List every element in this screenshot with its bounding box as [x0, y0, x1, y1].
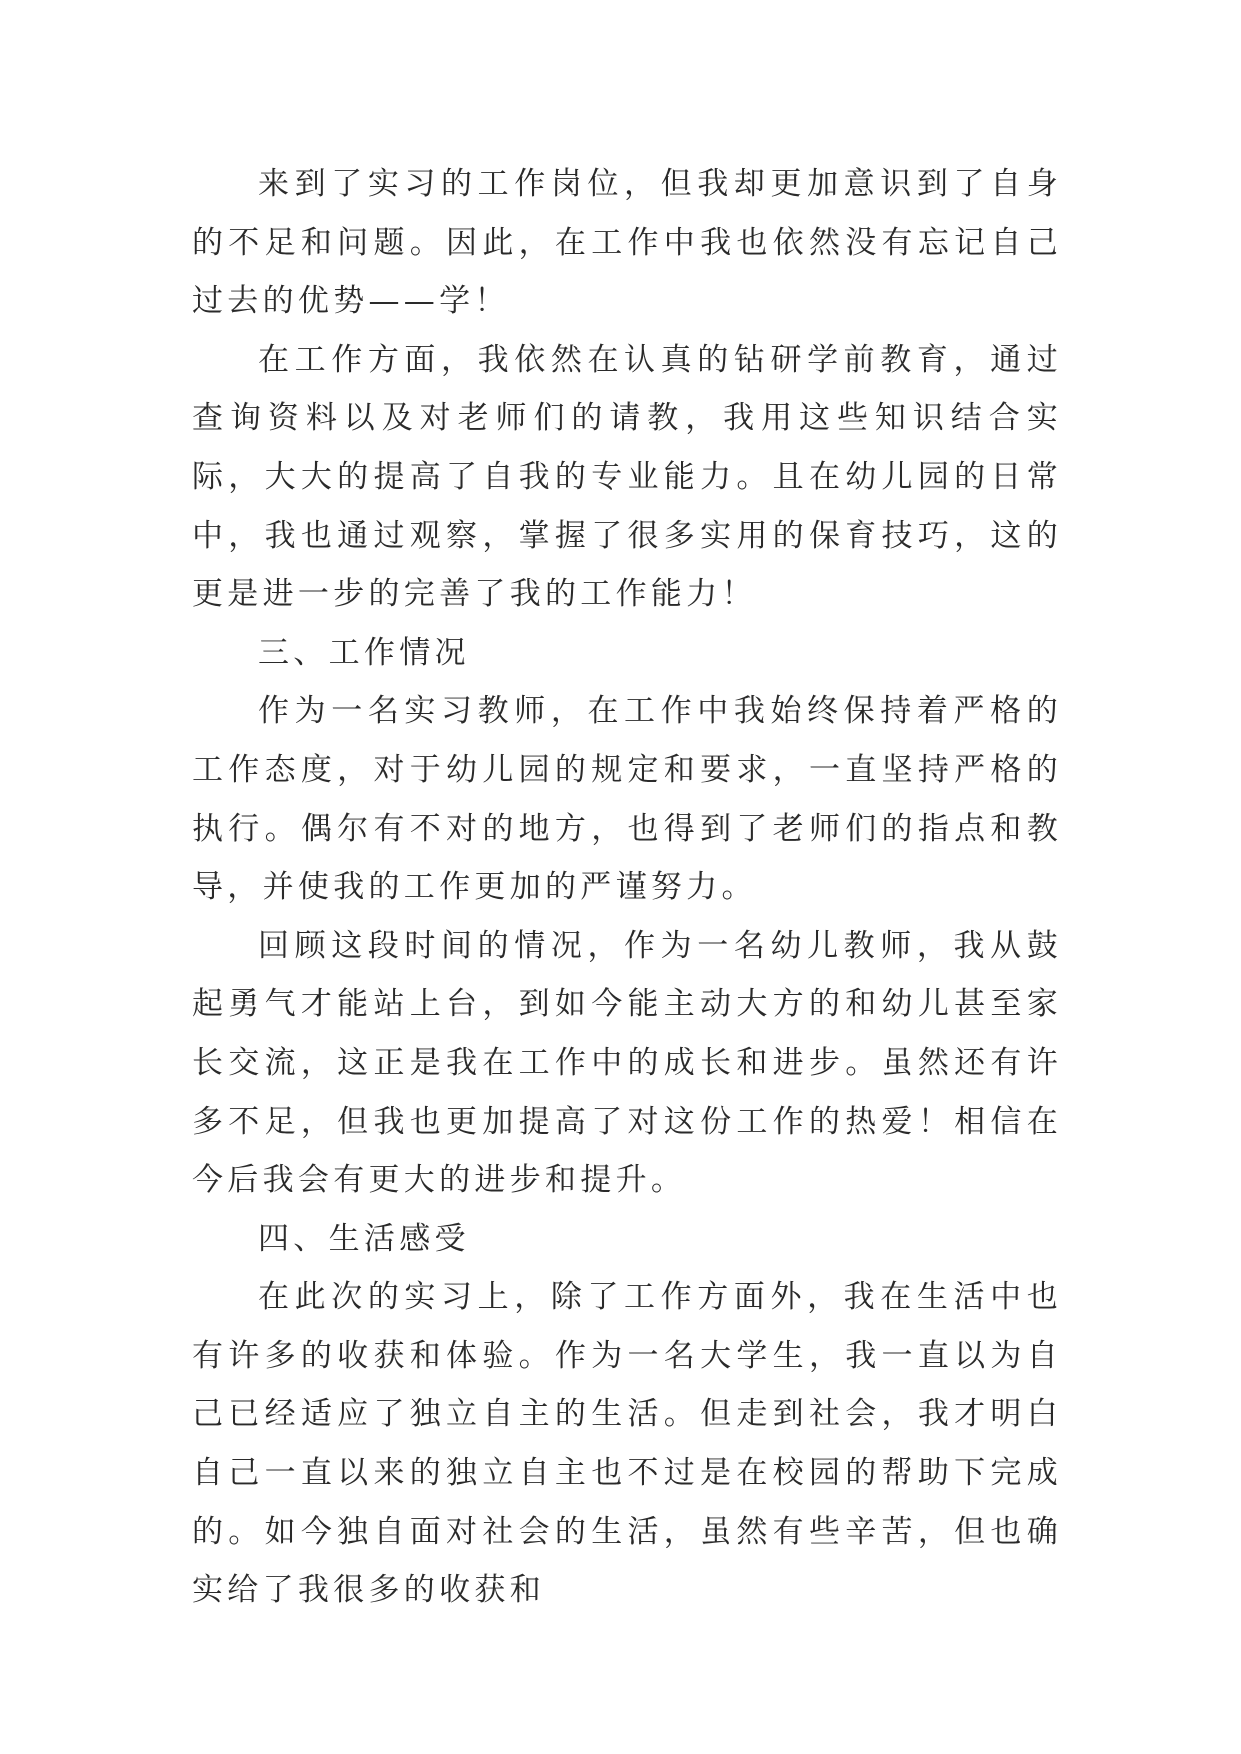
section-heading: 四、生活感受	[258, 1220, 470, 1257]
document-body	[192, 155, 1062, 1620]
paragraph: 作为一名实习教师，在工作中我始终保持着严格的工作态度，对于幼儿园的规定和要求，一直坚持严格的执行。偶尔有不对的地方，也得到了老师们的指点和教导，并使我的工作更加的严谨努力。	[192, 693, 1062, 906]
paragraph: 在工作方面，我依然在认真的钻研学前教育，通过查询资料以及对老师们的请教，我用这些知识结合实际，大大的提高了自我的专业能力。且在幼儿园的日常中，我也通过观察，掌握了很多实用的保育技巧，这的更是进一步的完善了我的工作能力！	[192, 341, 1062, 613]
paragraph: 回顾这段时间的情况，作为一名幼儿教师，我从鼓起勇气才能站上台，到如今能主动大方的和幼儿甚至家长交流，这正是我在工作中的成长和进步。虽然还有许多不足，但我也更加提高了对这份工作的热爱！相信在今后我会有更大的进步和提升。	[192, 927, 1062, 1199]
paragraph: 来到了实习的工作岗位，但我却更加意识到了自身的不足和问题。因此，在工作中我也依然没有忘记自己过去的优势——学！	[192, 166, 1062, 320]
section-heading: 三、工作情况	[258, 634, 470, 671]
paragraph: 在此次的实习上，除了工作方面外，我在生活中也有许多的收获和体验。作为一名大学生，我一直以为自己已经适应了独立自主的生活。但走到社会，我才明白自己一直以来的独立自主也不过是在校园的帮助下完成的。如今独自面对社会的生活，虽然有些辛苦，但也确实给了我很多的收获和	[192, 1279, 1062, 1609]
